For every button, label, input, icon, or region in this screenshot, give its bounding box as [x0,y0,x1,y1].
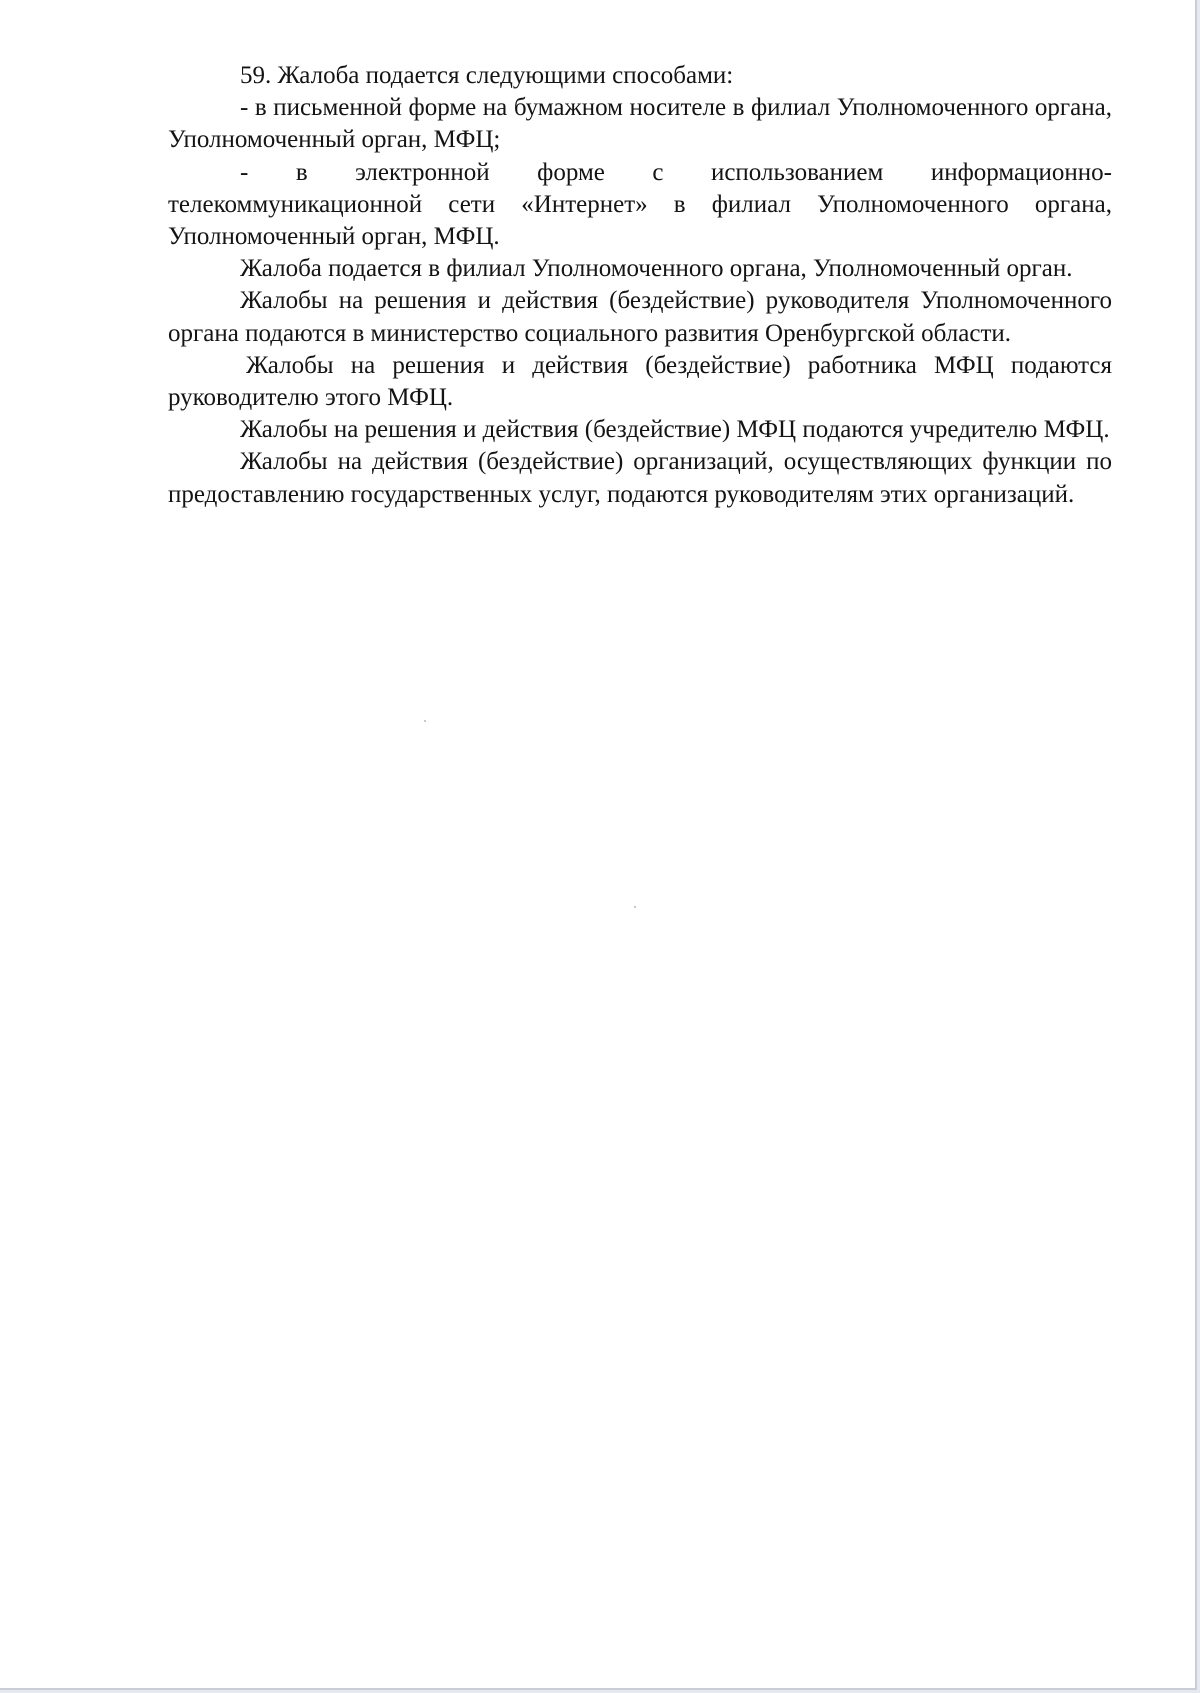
paragraph-electronic-form: - в электронной форме с использованием информационно-телекоммуникационной сети «Интернет» в филиал Уполномоченного органа, Уполномоченный орган, МФЦ. [168,158,1112,251]
paragraph-organization-complaints: Жалобы на действия (бездействие) организаций, осуществляющих функции по предоставлению государственных услуг, подаются руководителям этих организаций. [168,448,1112,508]
document-body [168,60,1112,511]
scan-speck [424,720,426,722]
scan-speck [634,906,636,908]
paragraph-paper-form: - в письменной форме на бумажном носителе в филиал Уполномоченного органа, Уполномоченный орган, МФЦ; [168,94,1112,154]
paragraph-complaint-methods: 59. Жалоба подается следующими способами: [240,62,734,89]
paragraph-mfc-employee-complaints: Жалобы на решения и действия (бездействие) работника МФЦ подаются руководителю этого МФЦ. [168,351,1112,412]
paragraph-mfc-complaints: Жалобы на решения и действия (бездействие) МФЦ подаются учредителю МФЦ. [240,416,1110,444]
paragraph-head-complaints: Жалобы на решения и действия (бездействие) руководителя Уполномоченного органа подаются в министерство социального развития Оренбургской области. [168,287,1112,347]
paragraph-complaint-destination: Жалоба подается в филиал Уполномоченного органа, Уполномоченный орган. [240,255,1073,283]
